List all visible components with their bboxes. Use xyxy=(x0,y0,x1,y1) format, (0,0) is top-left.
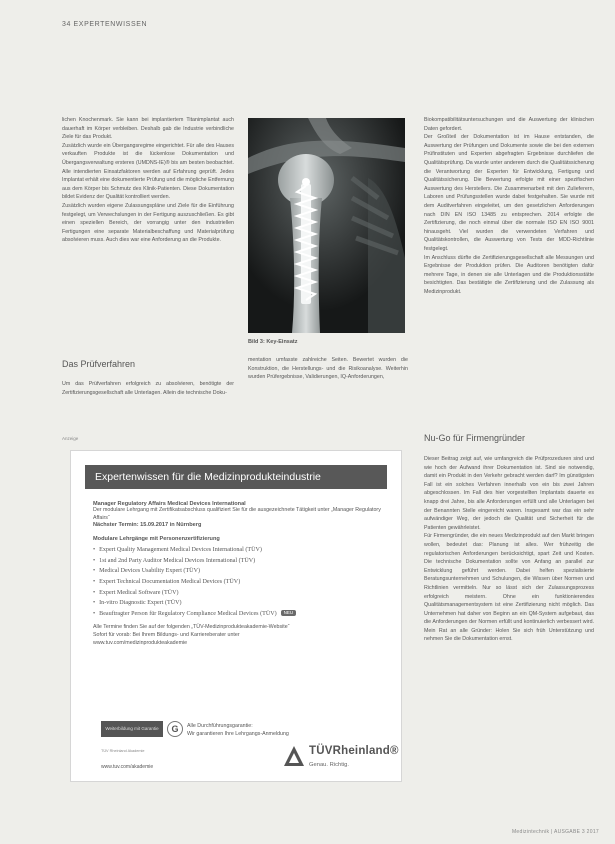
ad-more-text-1: Alle Termine finden Sie auf der folgenden „TÜV-Medizinprodukteakademie-Website“ xyxy=(93,624,290,631)
ad-course-item xyxy=(93,609,389,620)
guarantee-text xyxy=(187,723,289,738)
guarantee-box: Weiterbildung mit Garantie xyxy=(101,721,163,737)
ad-manager-text: Der modulare Lehrgang mit Zertifikatsabschluss qualifiziert Sie für die ausgezeichnete Tätigkeit unter „Manager Regulatory Affairs“ xyxy=(93,507,381,521)
paragraph: Für Firmengründer, die ein neues Medizinprodukt auf den Markt bringen wollen, bedeutet das: Planung ist alles. Wer frühzeitig die regulatorischen Anforderungen berücksichtigt, spart Zeit und Kosten. Die technische Dokumentation sollte von Anfang an parallel zur Entwicklung geführt werden. Dabei helfen spezialisierte Beratungsunternehmen und Schulungen, die Wissen über Normen und Richtlinien vermitteln. Nur so lässt sich der Zulassungsprozess erfolgreich meistern. Ohne ein funktionierendes Qualitätsmanagementsystem ist eine Zertifizierung nicht möglich. Das Unternehmen hat daher von Beginn an ein QM-System aufgebaut, das die Anforderungen der Normen erfüllt und kontinuierlich verbessert wird. Mein Rat an alle Gründer: Holen Sie sich früh Unterstützung und nehmen Sie die Dokumentation ernst. xyxy=(424,533,594,643)
paragraph: Zusätzlich wurden eigene Zulassungspläne und Ziele für die Einführung festgelegt, um Verwechslungen in der Fertigung auszuschließen. Es gibt einen speziellen Bereich, der vorrangig unter den industriellen Fertigungen eine separate Materialbeschaffung und Materialprüfung absolvieren muss. Auch dies war eine Anforderung an die Produkte. xyxy=(62,202,234,244)
ad-course-item: • Expert Quality Management Medical Devices International (TÜV) xyxy=(93,545,389,556)
column-2-continued xyxy=(248,356,408,382)
paragraph: Dieser Beitrag zeigt auf, wie umfangreich die Prüfprozeduren sind und wie hoch der Aufwand ihrer Dokumentation ist. Sind sie notwendig, damit ein Produkt in den Verkehr gebracht werden darf? Im günstigsten Fall ist ein solches Verfahren innerhalb von ein bis zwei Jahren abgeschlossen. Im Fall des hier vorgestellten Implantats dauerte es knapp drei Jahre, bis alle Anforderungen erfüllt und alle Unterlagen bei der Benannten Stelle eingereicht waren. Insgesamt war das ein sehr aufwändiger Weg, der jedoch die Qualität und Sicherheit für die Patienten gewährleistet. xyxy=(424,456,594,531)
guarantee-line-2: Wir garantieren Ihre Lehrgangs-Anmeldung xyxy=(187,730,289,737)
paragraph: lichen Knochenmark. Sie kann bei implantiertem Titanimplantat auch dauerhaft im Körper verbleiben. Deshalb gab die Industrie verbindliche Ziele für das Produkt. xyxy=(62,117,234,141)
figure-caption: Bild 3: Key-Einsatz xyxy=(248,339,298,345)
ad-banner-title: Expertenwissen für die Medizinprodukteindustrie xyxy=(85,465,387,489)
tuv-triangle-icon xyxy=(283,745,305,767)
ad-list-title: Modulare Lehrgänge mit Personenzertifizierung xyxy=(93,536,220,543)
column-3-continued xyxy=(424,455,594,644)
column-3 xyxy=(424,116,594,296)
paragraph: Zusätzlich wurde ein Übergangsregime eingerichtet. Für alle des Hauses verkauften Produkte ist die lückenlose Dokumentation und Übergangsverwaltung ersteres (UMDNS-IE)® bis am besten beobachtet. Alle intendierten Einsatzfaktoren werden auf Erfahrung geprüft. Jedes Implantat erhält eine dokumentierte Prüfung und die mögliche Entfernung aus dem Körper bis Schmutz des Klinik-Patienten. Diese Dokumentation bildet Evidenz der Qualität kontrolliert werden. xyxy=(62,142,234,201)
xray-shoulder-illustration xyxy=(248,118,405,333)
paragraph: Der Großteil der Dokumentation ist im Hause entstanden, die Auswertung der Prüfungen und Dokumente sowie die bei den externen Prüfinstituten und Experten abgefragten Ergebnisse durchliefen die Qualitätsprüfung. Da wurde unter anderem durch die Qualitätssicherung die Verantwortung der Experten für Entwicklung, Fertigung und Qualitätssicherung. Die Bewertung erfolgte mit einer spezifischen Auswertung des Herstellers. Die Zusammenarbeit mit den Zulieferern, Laboren und Prüfungsstellen wurde dabei festgehalten. Sie wurde mit dem Auditverfahren eingeleitet, um den gesetzlichen Anforderungen nach DIN EN ISO 13485 zu entsprechen. 2014 erfolgte die Zertifizierung, die noch einmal über die normale ISO EN ISO 9001 hinausgeht. Viel wurden die verwendeten Verfahren und Qualitätskontrollen, die Auswertung von Tests der MDD-Richtlinie festgelegt. xyxy=(424,134,594,252)
ad-manager-title: Manager Regulatory Affairs Medical Devices International xyxy=(93,501,246,507)
guarantee-line-1: Alle Durchführungsgarantie: xyxy=(187,723,253,729)
ad-course-list xyxy=(93,545,389,619)
ad-course-item: • 1st and 2nd Party Auditor Medical Devices International (TÜV) xyxy=(93,556,389,567)
paragraph: Um das Prüfverfahren erfolgreich zu absolvieren, benötigte der Zertifizierungsgesellschaft alle Unterlagen. Allein die technische Doku- xyxy=(62,381,234,396)
advertisement xyxy=(70,450,402,782)
ad-small-print: TÜV Rheinland Akademie xyxy=(101,749,145,753)
ad-course-item: • Expert Technical Documentation Medical Devices (TÜV) xyxy=(93,577,389,588)
ad-course-item: • In-vitro Diagnostic Expert (TÜV) xyxy=(93,598,389,609)
guarantee-seal-icon: G xyxy=(167,721,183,737)
tuv-tagline: Genau. Richtig. xyxy=(309,762,349,768)
paragraph: Im Anschluss dürfte die Zertifizierungsgesellschaft alle Messungen und Ergebnisse der Produktion prüfen. Die Auditoren benötigten dafür mehrere Tage, in denen sie alle Unterlagen und die Produktionsstätte besichtigten. Das bestätigte die Zertifizierung und die Zulassung als Medizinprodukt. xyxy=(424,254,594,295)
ad-label: Anzeige xyxy=(62,436,79,441)
ad-website-link[interactable]: www.tuv.com/akademie xyxy=(101,764,154,770)
tuv-brand-name: TÜVRheinland® xyxy=(309,745,399,757)
new-badge: NEU xyxy=(281,610,297,616)
tuv-logo xyxy=(283,741,399,777)
page-footer: Medizintechnik | AUSGABE 3 2017 xyxy=(511,829,599,835)
ad-manager-date: Nächster Termin: 15.09.2017 in Nürnberg xyxy=(93,522,202,529)
running-header: 34 EXPERTENWISSEN xyxy=(62,21,148,28)
column-1-continued xyxy=(62,380,234,397)
ad-course-item: • Medical Devices Usability Expert (TÜV) xyxy=(93,566,389,577)
column-1 xyxy=(62,116,234,245)
paragraph: mentation umfasste zahlreiche Seiten. Bewertet wurden die Konstruktion, die Herstellungs- und die Risikoanalyse. Weiterhin wurden Prüfergebnisse, Validierungen, IQ-Anforderungen, xyxy=(248,357,408,381)
paragraph: Biokompatibilitätsuntersuchungen und die Auswertung der klinischen Daten gefordert. xyxy=(424,117,594,132)
xray-image xyxy=(248,118,405,333)
ad-course-item-text: Beauftragter Person für Regulatory Compliance Medical Devices (TÜV) xyxy=(99,610,277,617)
ad-course-item: • Expert Medical Software (TÜV) xyxy=(93,588,389,599)
ad-body xyxy=(93,501,389,647)
section-heading-pruefverfahren: Das Prüfverfahren xyxy=(62,359,136,369)
ad-more-link[interactable]: www.tuv.com/medizinprodukteakademie xyxy=(93,639,188,646)
section-heading-no-go: Nu-Go für Firmengründer xyxy=(424,433,526,443)
ad-more-text-2: Sofort für vorab: Bei Ihrem Bildungs- und Karriereberater unter xyxy=(93,631,240,638)
